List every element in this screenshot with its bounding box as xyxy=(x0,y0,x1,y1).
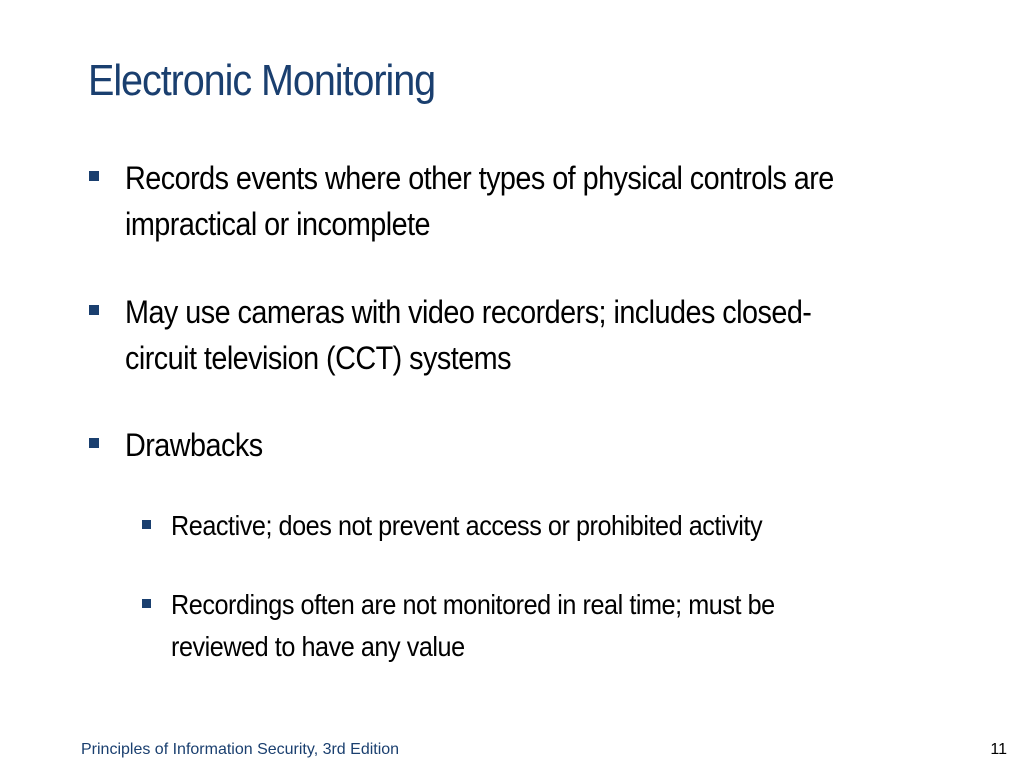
bullet-line: circuit television (CCT) systems xyxy=(125,340,511,376)
bullet-line: reviewed to have any value xyxy=(171,631,465,662)
bullet-item xyxy=(125,155,913,247)
bullet-line: Recordings often are not monitored in real time; must be xyxy=(171,589,775,620)
square-bullet-icon xyxy=(89,438,99,448)
square-bullet-icon xyxy=(89,305,99,315)
sub-bullet-item xyxy=(171,505,828,547)
square-bullet-icon xyxy=(142,599,151,608)
slide-title: Electronic Monitoring xyxy=(88,56,436,105)
bullet-line: May use cameras with video recorders; includes closed- xyxy=(125,294,812,330)
bullet-item xyxy=(125,422,278,468)
sub-bullet-item xyxy=(171,584,842,668)
bullet-line: Records events where other types of physical controls are xyxy=(125,160,834,196)
bullet-line: Reactive; does not prevent access or prohibited activity xyxy=(171,510,763,541)
bullet-item xyxy=(125,289,888,381)
square-bullet-icon xyxy=(89,171,99,181)
bullet-line: impractical or incomplete xyxy=(125,206,431,242)
bullet-line: Drawbacks xyxy=(125,427,263,463)
square-bullet-icon xyxy=(142,520,151,529)
page-number: 11 xyxy=(990,741,1007,758)
footer-book-title: Principles of Information Security, 3rd Edition xyxy=(81,741,400,758)
